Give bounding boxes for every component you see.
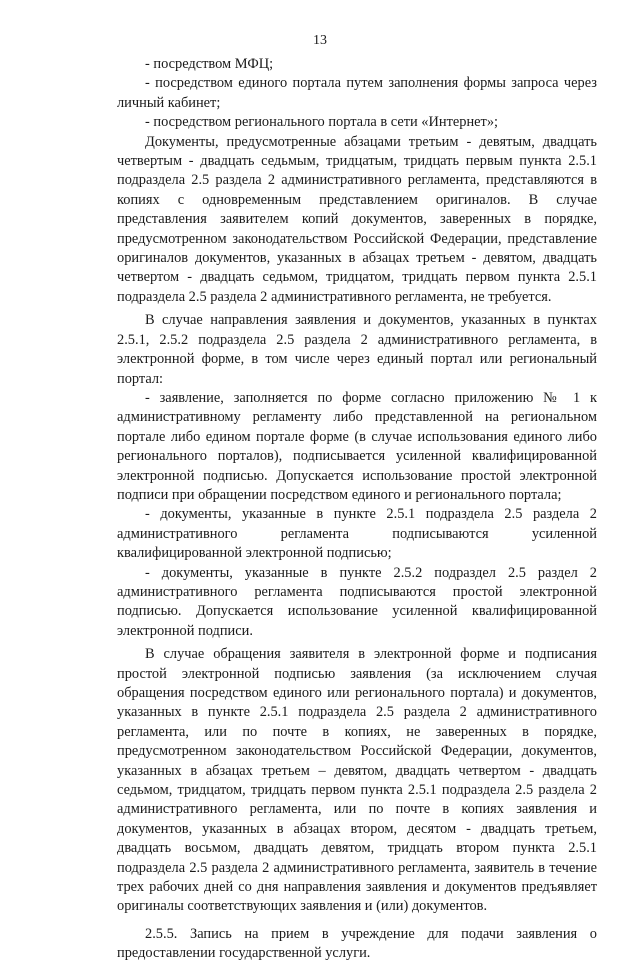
list-item-documents-2-5-1: - документы, указанные в пункте 2.5.1 подраздела 2.5 раздела 2 административного регламента подписываются усиленной квалифицированной электронной подписью; [117,506,597,562]
document-body [117,55,597,964]
paragraph-originals: Документы, предусмотренные абзацами третьим - девятым, двадцать четвертым - двадцать седьмым, тридцатым, тридцать первым пункта 2.5.1 подраздела 2.5 раздела 2 административного регламента, представляются в копиях с одновременным представлением оригиналов. В случае представления заявителем копий документов, заверенных в порядке, предусмотренном законодательством Российской Федерации, представление оригиналов документов, указанных в абзацах третьем - девятом, двадцать четвертом - двадцать седьмом, тридцатом, тридцать первом пункта 2.5.1 подраздела 2.5 раздела 2 административного регламента, не требуется. [117,133,597,305]
list-item-regional-portal: - посредством регионального портала в сети «Интернет»; [145,114,499,131]
list-item-documents-2-5-2: - документы, указанные в пункте 2.5.2 подраздел 2.5 раздел 2 административного регламента подписываются простой электронной подписью. Допускается использование усиленной квалифицированной электронной подписи. [117,564,597,639]
page-number: 13 [313,33,327,48]
paragraph-electronic-form: В случае направления заявления и документов, указанных в пунктах 2.5.1, 2.5.2 подраздела 2.5 раздела 2 административного регламента, в электронной форме, в том числе через единый портал или региональный портал: [117,312,597,387]
list-item-single-portal: - посредством единого портала путем заполнения формы запроса через личный кабинет; [117,75,597,111]
paragraph-2-5-5: 2.5.5. Запись на прием в учреждение для подачи заявления о предоставлении государственной услуги. [117,925,597,962]
list-item-mfc: - посредством МФЦ; [145,56,274,72]
paragraph-simple-signature: В случае обращения заявителя в электронной форме и подписания простой электронной подписью заявления (за исключением случая обращения посредством единого или регионального портала) и документов, указанных в пункте 2.5.1 подраздела 2.5 раздела 2 административного регламента, или по почте в копиях, не заверенных в порядке, предусмотренном законодательством Российской Федерации, документов, указанных в абзацах третьем – девятом, двадцать четвертом - двадцать седьмом, тридцатом, тридцать первом пункта 2.5.1 подраздела 2.5 раздела 2 административного регламента, или по почте в копиях заявления и документов, указанных в абзацах втором, десятом - двадцать третьем, двадцать восьмом, двадцать девятом, тридцать втором пункта 2.5.1 подраздела 2.5 раздела 2 административного регламента, заявитель в течение трех рабочих дней со дня направления заявления и документов предъявляет оригиналы соответствующих заявления и (или) документов. [117,646,597,915]
list-item-application-signature: - заявление, заполняется по форме согласно приложению № 1 к административному регламенту либо представленной на региональном портале либо едином портале форме (в случае использования единого либо регионального порталов), подписывается усиленной квалифицированной электронной подписью. Допускается использование простой электронной подписи при обращении посредством единого и регионального портала; [117,389,597,503]
